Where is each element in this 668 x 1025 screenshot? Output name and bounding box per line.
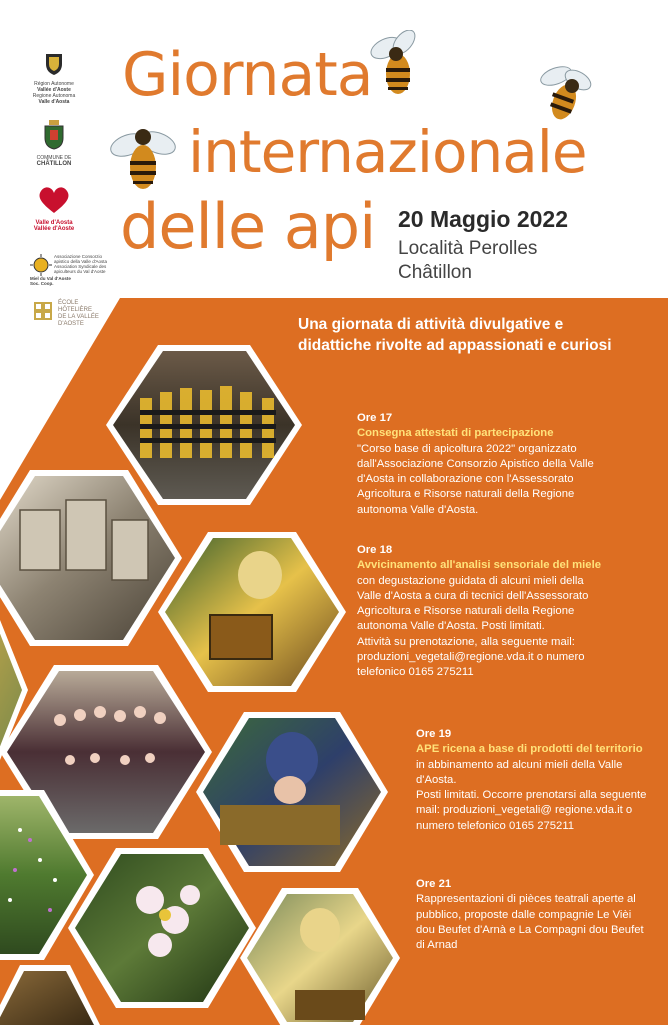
logo-caption: apiculteurs du Val d'Aoste: [54, 269, 106, 274]
logo-consorzio-apistico: [30, 254, 108, 286]
intro-text: Una giornata di attività divulgative e didattiche rivolte ad appassionati e curiosi: [298, 316, 612, 354]
knot-icon: [32, 300, 54, 322]
schedule-item-19: [416, 727, 656, 834]
schedule-item-18: [357, 543, 607, 681]
logo-caption: Associazione Consorzio: [54, 254, 103, 259]
logo-caption: Regione Autonoma: [32, 93, 76, 99]
schedule-time: Ore 17: [357, 412, 393, 424]
logo-caption: Valle d'Aosta: [38, 99, 70, 105]
logo-caption: HÔTELIÈRE: [58, 307, 93, 313]
schedule-booking: Attività su prenotazione, alla seguente mail: produzioni_vegetali@regione.vda.it o numero telefonico 0165 275211: [357, 635, 585, 679]
logo-caption: apistico della Valle d'Aosta: [54, 259, 108, 264]
bee-icon: [110, 115, 176, 195]
title-line-2: internazionale: [188, 118, 587, 186]
schedule-item-21: [416, 877, 646, 953]
schedule-time: Ore 18: [357, 544, 393, 556]
title-line-1: Giornata: [122, 40, 373, 110]
logo-regione-valle-daosta: [28, 52, 80, 105]
schedule-description: in abbinamento ad alcuni mieli della Valle d'Aosta.: [416, 758, 623, 786]
logo-caption: Miel du Val d'Aoste: [30, 276, 71, 281]
schedule-description: Rappresentazioni di pièces teatrali aperte al pubblico, proposte dalle compagnie Le Vièi dou Beufet d'Arnà e La Compagni dou Beufet di Arnad: [416, 893, 644, 952]
logo-caption: Vallée d'Aoste: [33, 226, 75, 232]
logo-valle-daosta-heart: [28, 185, 80, 232]
schedule-highlight: Avvicinamento all'analisi sensoriale del miele: [357, 559, 602, 572]
logo-caption: COMMUNE DE: [36, 155, 72, 161]
schedule-item-17: [357, 411, 607, 518]
event-location: Località Perolles: [398, 238, 538, 259]
schedule-highlight: Consegna attestati di partecipazione: [357, 427, 554, 440]
logo-caption: Association Syndicale des: [54, 264, 107, 269]
logo-comune-chatillon: [28, 120, 80, 167]
logo-caption: ÉCOLE: [58, 300, 79, 306]
schedule-booking: Posti limitati. Occorre prenotarsi alla seguente mail: produzioni_vegetali@ regione.vda.it o numero telefonico 0165 275211: [416, 789, 647, 832]
schedule-description: con degustazione guidata di alcuni mieli della Valle d'Aosta a cura di tecnici dell'Assessorato Agricoltura e Risorse naturali della Regione autonoma Valle d'Aosta. Posti limitati.: [357, 574, 589, 633]
event-date: 20 Maggio 2022: [398, 206, 569, 232]
logo-caption: DE LA VALLÉE: [58, 314, 99, 320]
schedule-highlight: APE ricena a base di prodotti del territorio: [416, 743, 643, 756]
logo-caption: Soc. Coop.: [30, 281, 54, 286]
shield-icon: [44, 52, 64, 76]
sun-icon: [30, 254, 52, 276]
title-line-3: delle api: [120, 190, 376, 263]
logo-caption: D'AOSTE: [58, 321, 84, 327]
schedule-time: Ore 19: [416, 728, 452, 740]
coat-of-arms-icon: [43, 120, 65, 150]
logo-caption: Vallée d'Aoste: [37, 87, 71, 93]
event-town: Châtillon: [398, 262, 472, 283]
logo-ecole-hoteliere: [32, 300, 112, 328]
heart-icon: [37, 185, 71, 215]
bee-icon: [366, 30, 422, 100]
logo-caption: Région Autonome: [34, 81, 74, 87]
logo-caption: Valle d'Aosta: [35, 220, 73, 226]
schedule-description: "Corso base di apicoltura 2022" organizzato dall'Associazione Consorzio Apistico della Valle d'Aosta in collaborazione con l'Assessorato Agricoltura e Risorse naturali della Regione autonoma Valle d'Aosta.: [357, 442, 594, 516]
schedule-time: Ore 21: [416, 878, 452, 890]
logo-caption: CHÂTILLON: [36, 161, 72, 167]
